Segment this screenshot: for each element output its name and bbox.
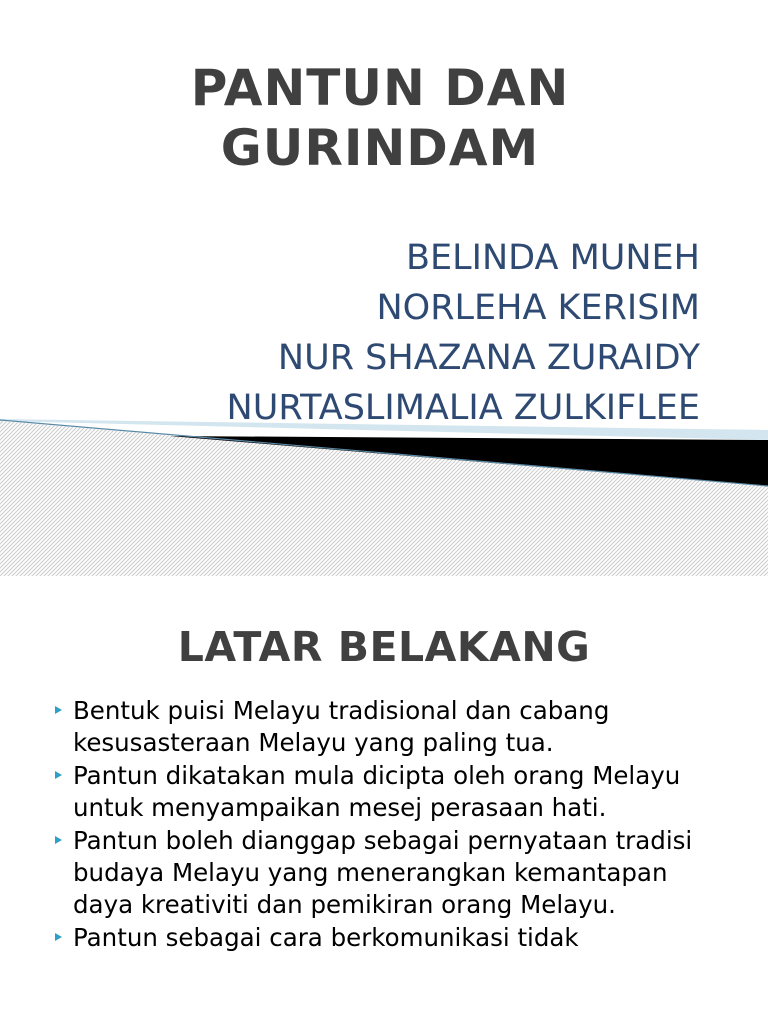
author-name: NORLEHA KERISIM: [376, 288, 700, 328]
content-slide: [0, 600, 768, 1024]
bullet-item: [55, 825, 735, 921]
author-name: NURTASLIMALIA ZULKIFLEE: [226, 388, 700, 428]
author-name: NUR SHAZANA ZURAIDY: [277, 338, 700, 378]
bullet-item: [55, 760, 735, 824]
bullet-text: Pantun boleh dianggap sebagai pernyataan tradisi budaya Melayu yang menerangkan kemantapan daya kreativiti dan pemikiran orang Melayu.: [73, 826, 693, 919]
slide-heading: LATAR BELAKANG: [177, 623, 591, 671]
triangle-bullet-icon: [55, 771, 62, 779]
bullet-item: [55, 922, 735, 954]
title-line-1: PANTUN DAN: [190, 59, 570, 117]
bullet-text: Pantun sebagai cara berkomunikasi tidak: [73, 923, 579, 952]
triangle-bullet-icon: [55, 836, 62, 844]
title-line-2: GURINDAM: [220, 119, 540, 177]
bullet-list: [55, 695, 735, 955]
bullet-text: Bentuk puisi Melayu tradisional dan cabang kesusasteraan Melayu yang paling tua.: [73, 696, 610, 757]
triangle-bullet-icon: [55, 706, 62, 714]
author-name: BELINDA MUNEH: [406, 238, 700, 278]
bullet-item: [55, 695, 735, 759]
author-list: [227, 233, 700, 433]
triangle-bullet-icon: [55, 933, 62, 941]
presentation-title: [100, 58, 660, 178]
bullet-text: Pantun dikatakan mula dicipta oleh orang Melayu untuk menyampaikan mesej perasaan hati.: [73, 761, 681, 822]
